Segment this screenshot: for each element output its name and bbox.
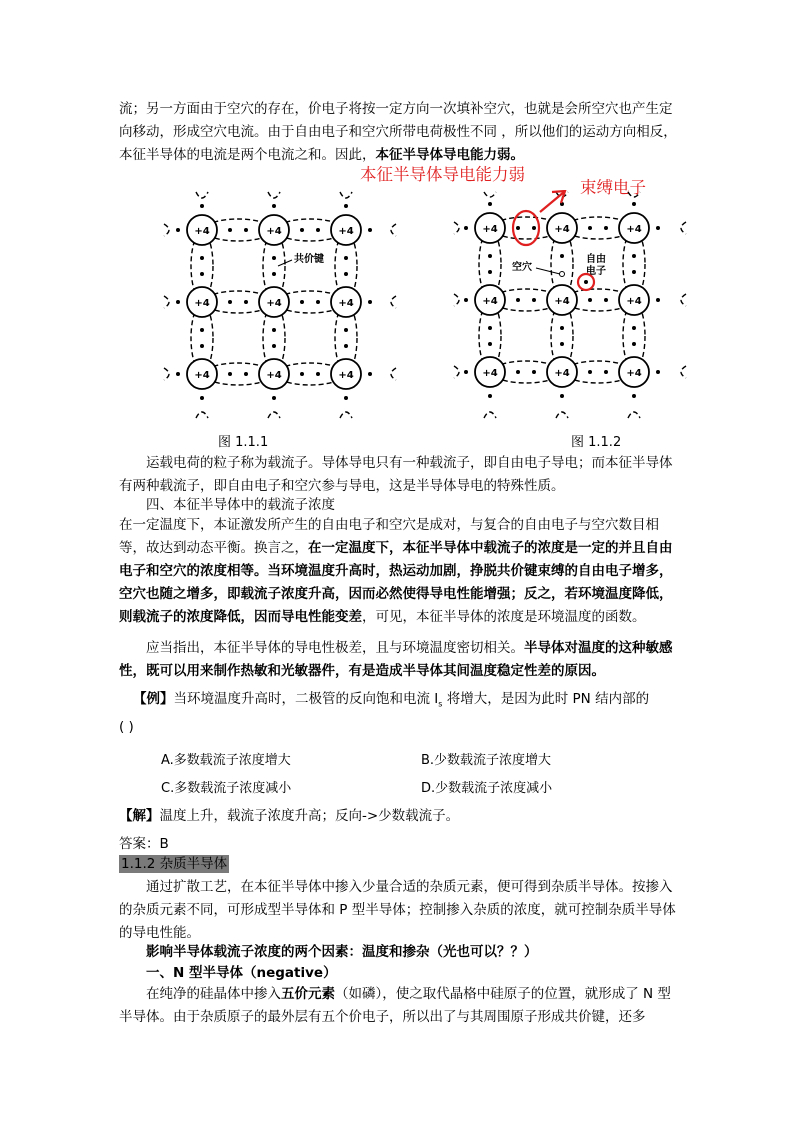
- option-b: B.少数载流子浓度增大: [421, 753, 552, 768]
- option-d: D.少数载流子浓度减小: [421, 781, 553, 796]
- figure-1-1-1: [160, 190, 400, 424]
- figure-1-1-2: [452, 190, 692, 424]
- atom-label: +4: [554, 296, 570, 307]
- atom-label: +4: [194, 226, 210, 237]
- figure-annotation-title: 本征半导体导电能力弱: [360, 165, 525, 184]
- hole-label: 空穴: [512, 262, 532, 273]
- atom-label: +4: [554, 368, 570, 379]
- lattice-diagram-1: [160, 190, 400, 420]
- n-type-heading: 一、N 型半导体（negative）: [146, 965, 337, 981]
- atom-label: +4: [194, 298, 210, 309]
- atom-label: +4: [266, 298, 282, 309]
- atom-label: +4: [194, 370, 210, 381]
- factors-line: 影响半导体载流子浓度的两个因素：温度和掺杂（光也可以？？）: [146, 944, 538, 960]
- caption-figure-1: 图 1.1.1: [218, 435, 269, 450]
- atom-label: +4: [338, 298, 354, 309]
- atom-label: +4: [338, 226, 354, 237]
- atom-label: +4: [554, 224, 570, 235]
- answer-line: 答案：B: [119, 836, 169, 852]
- atom-label: +4: [626, 368, 642, 379]
- lattice-diagram-2: [452, 190, 692, 420]
- atom-label: +4: [482, 224, 498, 235]
- section-heading-4: 四、本征半导体中的载流子浓度: [146, 497, 335, 513]
- concentration-paragraph: 在一定温度下，本证激发所产生的自由电子和空穴是成对，与复合的自由电子与空穴数目相等，故达到动态平衡。换言之，在一定温度下，本征半导体中载流子的浓度是一定的并且自由电子和空穴的浓度相等。当环境温度升高时，热运动加剧，挣脱共价键束缚的自由电子增多，空穴也随之增多，即载流子浓度升高，因而必然使得导电性能增强；反之，若环境温度降低，则载流子的浓度降低，因而导电性能变差，可见，本征半导体的浓度是环境温度的函数。: [119, 517, 673, 625]
- n-type-paragraph: 在纯净的硅晶体中掺入五价元素（如磷），使之取代晶格中硅原子的位置，就形成了 N 型半导体。由于杂质原子的最外层有五个价电子，所以出了与其周围原子形成共价键，还多: [119, 986, 671, 1025]
- sensitivity-paragraph: 应当指出，本征半导体的导电性极差，且与环境温度密切相关。半导体对温度的这种敏感性，既可以用来制作热敏和光敏器件，有是造成半导体其间温度稳定性差的原因。: [119, 640, 673, 679]
- section-title: 1.1.2 杂质半导体: [121, 856, 228, 872]
- caption-figure-2: 图 1.1.2: [571, 435, 622, 450]
- free-electron-label-1: 自由: [586, 254, 606, 265]
- atom-label: +4: [482, 296, 498, 307]
- intro-paragraph: 流；另一方面由于空穴的存在，价电子将按一定方向一次填补空穴，也就是会所空穴也产生定向移动，形成空穴电流。由于自由电子和空穴所带电荷极性不同 ，所以他们的运动方向相反，本征半导体的电流是两个电流之和。因此，本征半导体导电能力弱。: [119, 101, 677, 163]
- atom-label: +4: [266, 226, 282, 237]
- solution: 【解】温度上升，载流子浓度升高；反向->少数载流子。: [119, 808, 460, 824]
- atom-label: +4: [482, 368, 498, 379]
- doping-paragraph: 通过扩散工艺，在本征半导体中掺入少量合适的杂质元素，便可得到杂质半导体。按掺入的杂质元素不同，可形成型半导体和 P 型半导体；控制掺入杂质的浓度，就可控制杂质半导体的导电性能。: [119, 879, 676, 941]
- atom-label: +4: [626, 224, 642, 235]
- atom-label: +4: [338, 370, 354, 381]
- example-question: 【例】当环境温度升高时，二极管的反向饱和电流 $I_s$ 将增大，是因为此时 PN 结内部的: [133, 691, 650, 709]
- covalent-bond-label: 共价键: [294, 254, 324, 265]
- free-electron-label-2: 电子: [586, 266, 606, 277]
- atom-label: +4: [626, 296, 642, 307]
- option-a: A.多数载流子浓度增大: [161, 753, 291, 768]
- bound-electron-annotation: 束缚电子: [580, 178, 646, 197]
- carrier-paragraph: 运载电荷的粒子称为载流子。导体导电只有一种载流子，即自由电子导电；而本征半导体有两种载流子，即自由电子和空穴参与导电，这是半导体导电的特殊性质。: [119, 455, 673, 494]
- atom-label: +4: [266, 370, 282, 381]
- answer-bracket: ( ): [119, 719, 134, 735]
- option-c: C.多数载流子浓度减小: [161, 781, 292, 796]
